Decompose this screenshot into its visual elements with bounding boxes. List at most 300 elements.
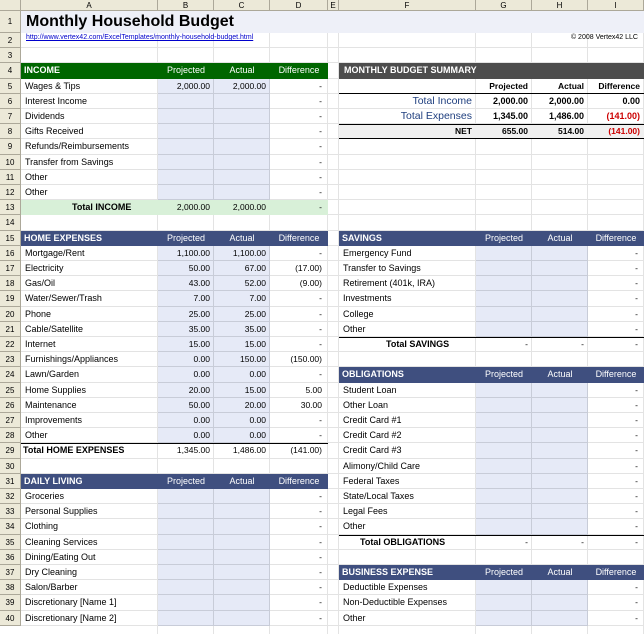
home-expenses-row-projected[interactable]: 0.00 <box>193 369 210 380</box>
home-expenses-row-actual[interactable]: 1,100.00 <box>232 247 266 258</box>
savings-input-cell[interactable] <box>476 276 532 291</box>
row-header-34[interactable]: 34 <box>0 519 21 534</box>
savings-input-cell[interactable] <box>476 291 532 306</box>
obligations-input-cell[interactable] <box>476 459 532 474</box>
row-header-33[interactable]: 33 <box>0 504 21 519</box>
obligations-row-difference: - <box>635 399 638 410</box>
home-expenses-row-projected[interactable]: 0.00 <box>193 354 210 365</box>
obligations-row-difference: - <box>635 521 638 532</box>
daily-living-row-label: Personal Supplies <box>25 506 98 517</box>
savings-row-label: Emergency Fund <box>343 247 412 258</box>
home-expenses-row-difference: - <box>319 308 322 319</box>
column-header-f[interactable]: F <box>339 0 476 11</box>
home-expenses-row-actual[interactable]: 25.00 <box>244 308 266 319</box>
summary-row-difference: 0.00 <box>622 95 640 106</box>
home-expenses-row-label: Other <box>25 430 48 441</box>
summary-header-title: MONTHLY BUDGET SUMMARY <box>344 65 477 76</box>
daily-living-input-cell[interactable] <box>214 489 270 504</box>
obligations-total-topline <box>339 535 644 536</box>
income-row-actual[interactable]: 2,000.00 <box>232 80 266 91</box>
home-expenses-row-difference: - <box>319 369 322 380</box>
home-expenses-header-title: HOME EXPENSES <box>24 232 103 243</box>
obligations-row-label: State/Local Taxes <box>343 491 414 501</box>
daily-living-input-cell[interactable] <box>214 580 270 595</box>
row-header-21[interactable]: 21 <box>0 322 21 337</box>
obligations-row-label: Alimony/Child Care <box>343 460 421 471</box>
home-expenses-row-label: Cable/Satellite <box>25 323 84 334</box>
daily-living-input-cell[interactable] <box>214 611 270 626</box>
copyright-text: © 2008 Vertex42 LLC <box>570 34 638 41</box>
row-header-3[interactable]: 3 <box>0 48 21 63</box>
obligations-total-actual: - <box>581 536 584 547</box>
home-expenses-row-actual[interactable]: 67.00 <box>244 263 266 273</box>
home-expenses-row-label: Water/Sewer/Trash <box>25 293 102 304</box>
home-expenses-row-label: Internet <box>25 339 56 349</box>
obligations-input-cell[interactable] <box>476 383 532 398</box>
income-total-actual: 2,000.00 <box>232 202 266 213</box>
income-row-projected[interactable]: 2,000.00 <box>176 80 210 91</box>
row-header-12[interactable]: 12 <box>0 185 21 200</box>
business-expense-input-cell[interactable] <box>532 595 588 610</box>
home-expenses-row-difference: (150.00) <box>290 354 322 365</box>
summary-row-projected: 2,000.00 <box>492 95 528 106</box>
savings-header-title: SAVINGS <box>342 232 382 243</box>
row-header-9[interactable]: 9 <box>0 139 21 154</box>
income-col-projected: Projected <box>166 65 206 76</box>
summary-net-difference: (141.00) <box>608 126 640 137</box>
obligations-col-difference: Difference <box>595 369 637 380</box>
home-expenses-row-difference: - <box>319 430 322 441</box>
row-header-11[interactable]: 11 <box>0 170 21 185</box>
home-expenses-row-label: Improvements <box>25 415 83 425</box>
summary-row-actual: 1,486.00 <box>548 111 584 121</box>
gridline-horizontal <box>21 351 644 352</box>
income-row-difference: - <box>319 171 322 182</box>
income-total-projected: 2,000.00 <box>176 202 210 213</box>
daily-living-col-projected: Projected <box>166 475 206 486</box>
home-expenses-row-projected[interactable]: 7.00 <box>193 293 210 304</box>
obligations-input-cell[interactable] <box>476 474 532 489</box>
home-expenses-row-label: Gas/Oil <box>25 278 56 289</box>
summary-row-difference: (141.00) <box>606 111 640 121</box>
income-row-label: Other <box>25 171 48 182</box>
income-row-difference: - <box>319 141 322 152</box>
summary-net-label: NET <box>455 126 472 137</box>
home-expenses-row-difference: - <box>319 293 322 304</box>
row-header-22[interactable]: 22 <box>0 337 21 352</box>
daily-living-row-difference: - <box>319 551 322 562</box>
savings-row-label: Transfer to Savings <box>343 263 421 273</box>
income-input-cell[interactable] <box>158 124 214 139</box>
home-expenses-row-label: Mortgage/Rent <box>25 247 85 258</box>
savings-total-projected: - <box>525 339 528 349</box>
business-expense-input-cell[interactable] <box>476 580 532 595</box>
home-total-topline <box>21 443 328 444</box>
home-expenses-row-difference: (9.00) <box>299 278 322 289</box>
home-expenses-row-difference: - <box>319 323 322 334</box>
row-header-7[interactable]: 7 <box>0 109 21 124</box>
daily-living-row-label: Discretionary [Name 1] <box>25 597 117 608</box>
business-expense-row-label: Non-Deductible Expenses <box>343 597 448 608</box>
income-input-cell[interactable] <box>214 155 270 170</box>
obligations-row-difference: - <box>635 415 638 425</box>
daily-living-row-label: Salon/Barber <box>25 582 78 593</box>
home-expenses-row-projected[interactable]: 20.00 <box>188 384 210 395</box>
row-header-14[interactable]: 14 <box>0 215 21 230</box>
savings-row-difference: - <box>635 247 638 258</box>
row-header-28[interactable]: 28 <box>0 428 21 443</box>
column-header-a[interactable]: A <box>21 0 158 11</box>
obligations-row-label: Credit Card #2 <box>343 430 402 441</box>
business-expense-input-cell[interactable] <box>532 611 588 626</box>
select-all-corner[interactable] <box>0 0 21 11</box>
row-header-39[interactable]: 39 <box>0 595 21 610</box>
savings-row-label: Other <box>343 323 366 334</box>
daily-living-input-cell[interactable] <box>158 565 214 580</box>
income-input-cell[interactable] <box>214 124 270 139</box>
savings-input-cell[interactable] <box>532 261 588 276</box>
home-expenses-row-actual[interactable]: 7.00 <box>249 293 266 304</box>
obligations-row-label: Credit Card #1 <box>343 415 402 425</box>
daily-living-input-cell[interactable] <box>214 535 270 550</box>
summary-row-projected: 1,345.00 <box>492 111 528 121</box>
home-expenses-row-difference: 5.00 <box>305 384 322 395</box>
obligations-input-cell[interactable] <box>476 398 532 413</box>
obligations-input-cell[interactable] <box>476 504 532 519</box>
home-expenses-row-difference: 30.00 <box>300 399 322 410</box>
obligations-input-cell[interactable] <box>532 459 588 474</box>
home-total-label: Total HOME EXPENSES <box>23 445 125 456</box>
income-col-difference: Difference <box>278 65 320 76</box>
column-header-i[interactable]: I <box>588 0 644 11</box>
obligations-total-projected: - <box>525 536 528 547</box>
daily-living-row-label: Clothing <box>25 521 59 532</box>
row-header-40[interactable]: 40 <box>0 611 21 626</box>
row-header-36[interactable]: 36 <box>0 550 21 565</box>
row-header-6[interactable]: 6 <box>0 94 21 109</box>
business-expense-input-cell[interactable] <box>476 611 532 626</box>
business-expense-col-projected: Projected <box>484 567 524 577</box>
obligations-input-cell[interactable] <box>476 519 532 534</box>
row-header-16[interactable]: 16 <box>0 246 21 261</box>
obligations-row-label: Credit Card #3 <box>343 445 402 456</box>
row-header-25[interactable]: 25 <box>0 383 21 398</box>
daily-living-input-cell[interactable] <box>158 519 214 534</box>
savings-col-actual: Actual <box>547 232 573 243</box>
business-expense-input-cell[interactable] <box>476 595 532 610</box>
daily-living-input-cell[interactable] <box>158 580 214 595</box>
obligations-input-cell[interactable] <box>532 489 588 504</box>
income-row-difference: - <box>319 95 322 106</box>
row-header-20[interactable]: 20 <box>0 307 21 322</box>
income-input-cell[interactable] <box>158 94 214 109</box>
savings-input-cell[interactable] <box>476 261 532 276</box>
summary-net-actual: 514.00 <box>558 126 584 137</box>
obligations-row-label: Other Loan <box>343 399 389 410</box>
home-expenses-row-projected[interactable]: 15.00 <box>188 339 210 349</box>
home-expenses-row-actual[interactable]: 150.00 <box>240 354 266 365</box>
business-expense-row-difference: - <box>635 597 638 608</box>
savings-total-actual: - <box>581 339 584 349</box>
home-total-actual: 1,486.00 <box>232 445 266 456</box>
income-row-label: Refunds/Reimbursements <box>25 141 130 152</box>
savings-row-difference: - <box>635 308 638 319</box>
column-header-e[interactable]: E <box>328 0 339 11</box>
income-row-difference: - <box>319 111 322 121</box>
obligations-input-cell[interactable] <box>476 489 532 504</box>
page-title: Monthly Household Budget <box>26 13 234 30</box>
column-header-g[interactable]: G <box>476 0 532 11</box>
daily-living-row-difference: - <box>319 506 322 517</box>
home-expenses-col-difference: Difference <box>278 232 320 243</box>
row-header-2[interactable]: 2 <box>0 33 21 48</box>
home-total-difference: (141.00) <box>290 445 322 456</box>
home-expenses-row-actual[interactable]: 20.00 <box>244 399 266 410</box>
income-input-cell[interactable] <box>158 109 214 124</box>
row-header-23[interactable]: 23 <box>0 352 21 367</box>
row-header-31[interactable]: 31 <box>0 474 21 489</box>
obligations-input-cell[interactable] <box>532 519 588 534</box>
obligations-row-difference: - <box>635 384 638 395</box>
obligations-total-difference: - <box>635 536 638 547</box>
column-header-b[interactable]: B <box>158 0 214 11</box>
row-header-17[interactable]: 17 <box>0 261 21 276</box>
gridline-horizontal <box>21 169 644 170</box>
obligations-input-cell[interactable] <box>532 504 588 519</box>
obligations-input-cell[interactable] <box>532 443 588 458</box>
home-expenses-row-label: Maintenance <box>25 399 77 410</box>
obligations-col-projected: Projected <box>484 369 524 380</box>
obligations-row-label: Other <box>343 521 366 532</box>
savings-input-cell[interactable] <box>532 291 588 306</box>
obligations-input-cell[interactable] <box>476 443 532 458</box>
income-input-cell[interactable] <box>158 155 214 170</box>
daily-living-input-cell[interactable] <box>214 504 270 519</box>
home-expenses-row-actual[interactable]: 52.00 <box>244 278 266 289</box>
business-expense-row-label: Deductible Expenses <box>343 582 428 593</box>
home-expenses-row-label: Home Supplies <box>25 384 87 395</box>
savings-row-label: Retirement (401k, IRA) <box>343 278 436 289</box>
daily-living-row-difference: - <box>319 536 322 547</box>
row-header-35[interactable]: 35 <box>0 535 21 550</box>
daily-living-input-cell[interactable] <box>214 550 270 565</box>
home-expenses-row-projected[interactable]: 25.00 <box>188 308 210 319</box>
income-total-label: Total INCOME <box>72 202 132 213</box>
gridline-horizontal <box>21 154 644 155</box>
home-expenses-row-label: Electricity <box>25 263 64 273</box>
home-expenses-col-projected: Projected <box>166 232 206 243</box>
business-expense-col-actual: Actual <box>547 567 573 577</box>
home-expenses-row-actual[interactable]: 0.00 <box>249 369 266 380</box>
daily-living-input-cell[interactable] <box>158 550 214 565</box>
home-expenses-row-actual[interactable]: 15.00 <box>244 384 266 395</box>
obligations-row-difference: - <box>635 430 638 441</box>
row-header-27[interactable]: 27 <box>0 413 21 428</box>
obligations-input-cell[interactable] <box>476 428 532 443</box>
savings-input-cell[interactable] <box>532 246 588 261</box>
column-header-d[interactable]: D <box>270 0 328 11</box>
income-input-cell[interactable] <box>158 139 214 154</box>
income-row-difference: - <box>319 80 322 91</box>
row-header-26[interactable]: 26 <box>0 398 21 413</box>
summary-col-actual: Actual <box>558 80 584 91</box>
row-header-18[interactable]: 18 <box>0 276 21 291</box>
savings-input-cell[interactable] <box>532 276 588 291</box>
daily-living-row-label: Dry Cleaning <box>25 567 78 577</box>
home-expenses-row-actual[interactable]: 0.00 <box>249 430 266 441</box>
obligations-input-cell[interactable] <box>476 413 532 428</box>
summary-net-projected: 655.00 <box>502 126 528 137</box>
savings-row-difference: - <box>635 278 638 289</box>
income-input-cell[interactable] <box>214 170 270 185</box>
daily-living-input-cell[interactable] <box>158 489 214 504</box>
income-header-title: INCOME <box>24 65 60 76</box>
row-header-37[interactable]: 37 <box>0 565 21 580</box>
daily-living-input-cell[interactable] <box>214 565 270 580</box>
home-expenses-row-projected[interactable]: 0.00 <box>193 415 210 425</box>
row-header-5[interactable]: 5 <box>0 79 21 94</box>
home-expenses-row-actual[interactable]: 15.00 <box>244 339 266 349</box>
income-row-difference: - <box>319 187 322 197</box>
row-header-32[interactable]: 32 <box>0 489 21 504</box>
savings-row-label: Investments <box>343 293 392 304</box>
row-header-8[interactable]: 8 <box>0 124 21 139</box>
row-header-4[interactable]: 4 <box>0 63 21 78</box>
income-input-cell[interactable] <box>214 94 270 109</box>
obligations-row-difference: - <box>635 445 638 456</box>
obligations-row-difference: - <box>635 491 638 501</box>
income-total-difference: - <box>319 202 322 213</box>
row-header-24[interactable]: 24 <box>0 367 21 382</box>
home-total-projected: 1,345.00 <box>176 445 210 456</box>
summary-row-actual: 2,000.00 <box>548 95 584 106</box>
income-input-cell[interactable] <box>214 139 270 154</box>
row-header-13[interactable]: 13 <box>0 200 21 215</box>
savings-input-cell[interactable] <box>476 307 532 322</box>
daily-living-input-cell[interactable] <box>158 611 214 626</box>
savings-input-cell[interactable] <box>532 322 588 337</box>
daily-living-input-cell[interactable] <box>214 595 270 610</box>
obligations-total-label: Total OBLIGATIONS <box>360 536 446 547</box>
obligations-row-label: Federal Taxes <box>343 475 400 486</box>
home-expenses-row-projected[interactable]: 50.00 <box>188 399 210 410</box>
daily-living-input-cell[interactable] <box>214 519 270 534</box>
daily-living-row-difference: - <box>319 582 322 593</box>
home-expenses-row-projected[interactable]: 1,100.00 <box>176 247 210 258</box>
income-input-cell[interactable] <box>214 109 270 124</box>
home-expenses-row-projected[interactable]: 35.00 <box>188 323 210 334</box>
income-row-label: Interest Income <box>25 95 88 106</box>
savings-input-cell[interactable] <box>476 246 532 261</box>
obligations-row-difference: - <box>635 475 638 486</box>
daily-living-input-cell[interactable] <box>158 595 214 610</box>
gridline-horizontal <box>21 549 644 550</box>
row-header-1[interactable]: 1 <box>0 11 21 33</box>
business-expense-row-difference: - <box>635 612 638 623</box>
daily-living-row-label: Groceries <box>25 491 65 501</box>
home-expenses-row-label: Lawn/Garden <box>25 369 80 380</box>
daily-living-row-label: Dining/Eating Out <box>25 551 96 562</box>
daily-living-row-difference: - <box>319 491 322 501</box>
business-expense-col-difference: Difference <box>595 567 637 577</box>
home-expenses-row-actual[interactable]: 35.00 <box>244 323 266 334</box>
daily-living-row-difference: - <box>319 567 322 577</box>
column-header-h[interactable]: H <box>532 0 588 11</box>
daily-living-input-cell[interactable] <box>158 535 214 550</box>
row-header-19[interactable]: 19 <box>0 291 21 306</box>
daily-living-input-cell[interactable] <box>158 504 214 519</box>
obligations-input-cell[interactable] <box>532 428 588 443</box>
obligations-header-title: OBLIGATIONS <box>342 369 404 380</box>
summary-row-label: Total Expenses <box>400 110 472 122</box>
income-input-cell[interactable] <box>158 170 214 185</box>
row-header-29[interactable]: 29 <box>0 443 21 458</box>
income-input-cell[interactable] <box>158 185 214 200</box>
gridline-horizontal <box>21 108 644 109</box>
home-expenses-row-projected[interactable]: 0.00 <box>193 430 210 441</box>
obligations-col-actual: Actual <box>547 369 573 380</box>
income-row-label: Dividends <box>25 111 65 121</box>
column-header-c[interactable]: C <box>214 0 270 11</box>
home-expenses-row-difference: - <box>319 247 322 258</box>
row-header-38[interactable]: 38 <box>0 580 21 595</box>
row-header-15[interactable]: 15 <box>0 231 21 246</box>
savings-input-cell[interactable] <box>476 322 532 337</box>
row-header-10[interactable]: 10 <box>0 155 21 170</box>
obligations-input-cell[interactable] <box>532 398 588 413</box>
summary-col-projected: Projected <box>489 80 528 91</box>
business-expense-row-difference: - <box>635 582 638 593</box>
income-row-label: Wages & Tips <box>25 80 81 91</box>
daily-living-col-difference: Difference <box>278 475 320 486</box>
income-col-actual: Actual <box>229 65 255 76</box>
gridline-horizontal <box>21 47 644 48</box>
summary-row-label: Total Income <box>412 94 472 107</box>
summary-net-bottomline <box>339 138 644 139</box>
business-expense-row-label: Other <box>343 612 366 623</box>
savings-row-label: College <box>343 308 374 319</box>
daily-living-col-actual: Actual <box>229 475 255 486</box>
obligations-input-cell[interactable] <box>532 474 588 489</box>
home-expenses-row-projected[interactable]: 43.00 <box>188 278 210 289</box>
income-input-cell[interactable] <box>214 185 270 200</box>
gridline-vertical <box>327 11 328 634</box>
obligations-input-cell[interactable] <box>532 413 588 428</box>
summary-col-difference: Difference <box>598 80 640 91</box>
obligations-row-difference: - <box>635 460 638 471</box>
template-link[interactable]: http://www.vertex42.com/ExcelTemplates/monthly-household-budget.html <box>26 34 254 41</box>
savings-col-projected: Projected <box>484 232 524 243</box>
home-expenses-col-actual: Actual <box>229 232 255 243</box>
obligations-row-label: Student Loan <box>343 384 397 395</box>
savings-total-topline <box>339 337 644 338</box>
home-expenses-row-label: Phone <box>25 308 52 319</box>
daily-living-row-difference: - <box>319 521 322 532</box>
income-row-label: Other <box>25 187 48 197</box>
home-expenses-row-actual[interactable]: 0.00 <box>249 415 266 425</box>
home-expenses-row-difference: - <box>319 339 322 349</box>
daily-living-header-title: DAILY LIVING <box>24 475 83 486</box>
row-header-30[interactable]: 30 <box>0 459 21 474</box>
savings-total-difference: - <box>635 339 638 349</box>
home-expenses-row-projected[interactable]: 50.00 <box>188 263 210 273</box>
home-expenses-row-difference: - <box>319 415 322 425</box>
income-row-difference: - <box>319 126 322 137</box>
savings-input-cell[interactable] <box>532 307 588 322</box>
obligations-row-difference: - <box>635 506 638 517</box>
business-expense-input-cell[interactable] <box>532 580 588 595</box>
obligations-input-cell[interactable] <box>532 383 588 398</box>
